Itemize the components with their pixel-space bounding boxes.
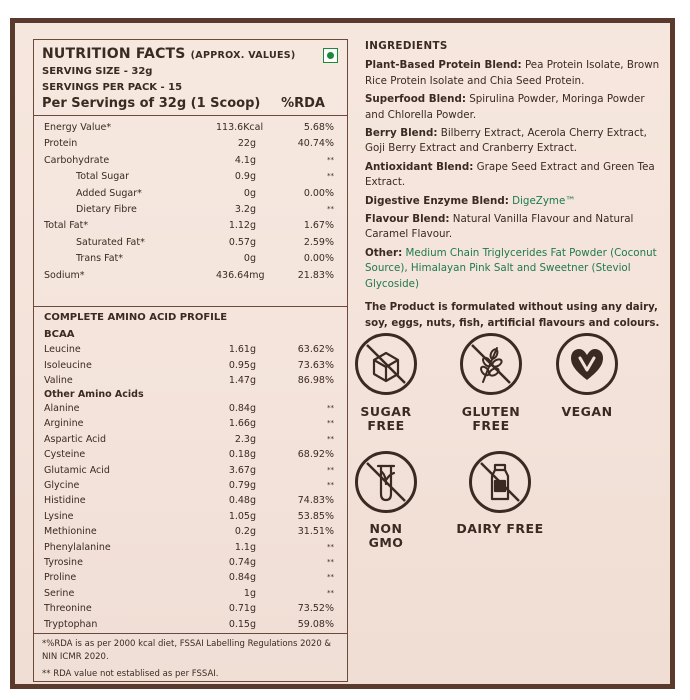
ingredient-label: Berry Blend: (365, 127, 438, 140)
nutrient-rda: ** (327, 419, 334, 428)
nutrient-rda: 53.85% (297, 510, 334, 522)
amino-row (34, 617, 346, 632)
nutrient-value: 3.2g (234, 204, 256, 215)
nutrient-name: Arginine (44, 418, 84, 430)
nutrient-name: Aspartic Acid (44, 433, 107, 445)
amino-row (34, 447, 346, 462)
nutrient-value: 0.18g (228, 449, 256, 461)
bcaa-title: BCAA (44, 329, 75, 340)
nutrient-name: Glycine (44, 480, 80, 491)
non-gmo-label: NON GMO (368, 521, 404, 550)
nutrient-rda: ** (327, 172, 334, 181)
amino-row (34, 570, 346, 585)
nutrient-rda: 21.83% (297, 269, 334, 281)
nutrient-rda: ** (327, 205, 334, 213)
nutrient-rda: 86.98% (297, 375, 334, 386)
ingredient-text: Spirulina Powder, Moringa Powder and Chlorella Powder. (365, 93, 645, 121)
nutrient-rda: ** (327, 465, 334, 474)
vegan-icon (556, 333, 618, 395)
nutrient-rda: 0.00% (303, 187, 334, 199)
nutrient-value: 0.9g (234, 171, 256, 183)
ingredient-text: Natural Vanilla Flavour and Natural Caramel Flavour. (365, 213, 634, 241)
ingredient-label: Superfood Blend: (365, 93, 466, 106)
amino-acid-title: COMPLETE AMINO ACID PROFILE (44, 312, 228, 323)
nutrient-name: Glutamic Acid (44, 464, 110, 476)
amino-row (34, 509, 346, 524)
other-amino-title: Other Amino Acids (44, 389, 144, 400)
serving-size: SERVING SIZE - 32g (42, 66, 153, 77)
nutrient-name: Histidine (44, 495, 86, 507)
nutrient-rda: 73.52% (297, 603, 334, 615)
amino-row (34, 478, 346, 493)
ingredient-item (365, 92, 665, 123)
nutrient-row (34, 202, 346, 217)
gluten-free-icon (460, 333, 522, 395)
nutrient-name: Serine (44, 587, 75, 599)
non-gmo-icon (355, 451, 417, 513)
nutrient-value: 1g (243, 587, 256, 599)
nutrient-row (34, 169, 346, 184)
ingredients-list (365, 58, 665, 292)
nutrient-rda: 2.59% (303, 236, 334, 248)
divider (34, 115, 347, 116)
dairy-free-icon (469, 451, 531, 513)
nutrient-name: Energy Value* (44, 122, 112, 133)
amino-row (34, 432, 346, 447)
nutrient-value: 113.6Kcal (216, 122, 264, 133)
footnote-rda: *%RDA is as per 2000 kcal diet, FSSAI Labelling Regulations 2020 & NIN ICMR 2020. (42, 639, 332, 662)
nutrient-row (34, 136, 346, 151)
nutrient-name: Total Fat* (44, 220, 89, 232)
product-label-card (10, 18, 675, 689)
ingredients-title: INGREDIENTS (365, 40, 448, 52)
per-serving-label: Per Servings of 32g (1 Scoop) (42, 96, 261, 111)
veg-symbol-icon (323, 48, 338, 63)
nutrient-value: 0g (243, 253, 256, 265)
nutrient-value: 1.66g (228, 418, 256, 430)
sugar-free-icon (355, 333, 417, 395)
divider (34, 306, 347, 307)
amino-row (34, 586, 346, 601)
nutrient-row (34, 251, 346, 266)
ingredient-label: Antioxidant Blend: (365, 160, 474, 173)
nutrient-value: 0.2g (234, 526, 256, 538)
ingredient-text: Bilberry Extract, Acerola Cherry Extract, Goji Berry Extract and Cranberry Extract. (365, 127, 647, 155)
vegan-label: VEGAN (561, 404, 613, 419)
nutrient-name: Trans Fat* (76, 253, 124, 265)
amino-row (34, 416, 346, 431)
nutrient-rda: 63.62% (297, 344, 334, 355)
ingredient-item (365, 160, 665, 191)
nutrient-name: Added Sugar* (76, 187, 142, 199)
nutrient-value: 0.79g (228, 480, 256, 491)
servings-per-pack: SERVINGS PER PACK - 15 (42, 82, 183, 93)
nutrient-rda: ** (327, 558, 334, 566)
nutrient-value: 1.12g (228, 220, 256, 232)
nutrient-row (34, 120, 346, 135)
nutrient-row (34, 268, 346, 283)
nutrient-name: Alanine (44, 403, 80, 414)
rda-header: %RDA (281, 96, 325, 111)
nutrient-name: Sodium* (44, 269, 85, 281)
ingredient-label: Flavour Blend: (365, 213, 450, 226)
nutrient-value: 2.3g (234, 433, 256, 445)
footnote-fssai: ** RDA value not establised as per FSSAI. (42, 669, 219, 679)
ingredient-text: Medium Chain Triglycerides Fat Powder (Coconut Source), Himalayan Pink Salt and Sweetner (Steviol Glycoside) (365, 246, 657, 290)
amino-row (34, 601, 346, 616)
ingredient-item (365, 212, 665, 243)
ingredient-item (365, 58, 665, 89)
nutrient-rda: ** (327, 434, 334, 443)
nutrient-name: Methionine (44, 526, 97, 538)
ingredient-label: Other: (365, 246, 403, 259)
nutrient-row (34, 186, 346, 201)
nutrient-name: Saturated Fat* (76, 236, 145, 248)
nutrient-value: 0.95g (228, 359, 256, 371)
nutrient-value: 0g (243, 187, 256, 199)
nutrient-rda: 68.92% (297, 449, 334, 461)
nutrient-rda: ** (327, 481, 334, 489)
nutrient-name: Total Sugar (76, 171, 130, 183)
nutrient-rda: ** (327, 573, 334, 582)
amino-row (34, 555, 346, 570)
nutrient-value: 1.05g (228, 510, 256, 522)
nutrient-value: 0.15g (228, 618, 256, 630)
nutrient-value: 3.67g (228, 464, 256, 476)
nutrient-value: 436.64mg (216, 269, 265, 281)
amino-row (34, 540, 346, 555)
nutrient-row (34, 235, 346, 250)
ingredient-text: DigeZyme™ (512, 194, 576, 207)
amino-row (34, 401, 346, 416)
nutrient-value: 0.84g (228, 572, 256, 584)
nutrient-name: Tryptophan (44, 618, 98, 630)
bcaa-row (34, 358, 346, 373)
nutrient-name: Carbohydrate (44, 154, 110, 166)
nutrient-name: Threonine (44, 603, 92, 615)
nutrient-row (34, 218, 346, 233)
nutrient-value: 22g (237, 138, 256, 150)
ingredients-section (365, 39, 665, 332)
ingredient-text: Grape Seed Extract and Green Tea Extract. (365, 160, 655, 189)
nutrient-name: Dietary Fibre (76, 204, 137, 215)
amino-row (34, 463, 346, 478)
nutrient-rda: ** (327, 542, 334, 551)
nutrient-value: 1.1g (234, 541, 256, 553)
nutrient-rda: 74.83% (297, 495, 334, 507)
nutrient-value: 0.48g (228, 495, 256, 507)
nutrient-name: Cysteine (44, 449, 86, 461)
nutrient-row (34, 153, 346, 168)
nutrient-rda: ** (327, 404, 334, 412)
ingredient-item (365, 246, 665, 292)
nutrient-value: 0.71g (228, 603, 256, 615)
bcaa-row (34, 373, 346, 388)
gluten-free-label: GLUTEN FREE (461, 404, 521, 433)
amino-row (34, 524, 346, 539)
nutrient-rda: 73.63% (297, 359, 334, 371)
bcaa-row (34, 342, 346, 357)
nutrient-value: 1.47g (228, 375, 256, 386)
ingredient-label: Plant-Based Protein Blend: (365, 59, 522, 72)
nutrient-rda: 59.08% (297, 618, 334, 630)
nutrient-rda: ** (327, 155, 334, 164)
nutrient-name: Lysine (44, 510, 74, 522)
nutrient-name: Proline (44, 572, 77, 584)
nutrient-name: Phenylalanine (44, 541, 111, 553)
nutrient-name: Protein (44, 138, 78, 150)
nutrient-value: 4.1g (234, 154, 256, 166)
nutrient-rda: 31.51% (297, 526, 334, 538)
nutrient-rda: 1.67% (303, 220, 334, 232)
dairy-free-label: DAIRY FREE (456, 521, 544, 536)
nutrient-rda: ** (327, 588, 334, 597)
ingredient-text: Pea Protein Isolate, Brown Rice Protein Isolate and Chia Seed Protein. (365, 59, 660, 87)
nutrient-name: Isoleucine (44, 359, 92, 371)
ingredient-item (365, 194, 665, 209)
nutrition-facts-title (42, 46, 296, 62)
nutrient-value: 0.74g (228, 557, 256, 568)
formulation-statement: The Product is formulated without using any dairy, soy, eggs, nuts, fish, artificial flavours and colours. (365, 302, 660, 330)
nutrient-name: Valine (44, 375, 73, 386)
nutrient-value: 0.84g (228, 403, 256, 414)
nutrient-rda: 40.74% (297, 138, 334, 150)
nutrient-value: 1.61g (228, 344, 256, 355)
nutrient-rda: 5.68% (303, 122, 334, 133)
sugar-free-label: SUGAR FREE (360, 404, 412, 433)
nutrient-value: 0.57g (228, 236, 256, 248)
nutrient-name: Leucine (44, 344, 81, 355)
per-serving-header (42, 96, 339, 111)
amino-row (34, 493, 346, 508)
approx-values-note: (APPROX. VALUES) (190, 50, 296, 61)
nutrition-facts-panel (33, 39, 348, 682)
nutrient-name: Tyrosine (44, 557, 83, 568)
ingredient-item (365, 126, 665, 157)
nutrient-rda: 0.00% (303, 253, 334, 265)
ingredient-label: Digestive Enzyme Blend: (365, 194, 509, 207)
divider (34, 633, 347, 634)
nutrition-title-text: NUTRITION FACTS (42, 46, 186, 62)
